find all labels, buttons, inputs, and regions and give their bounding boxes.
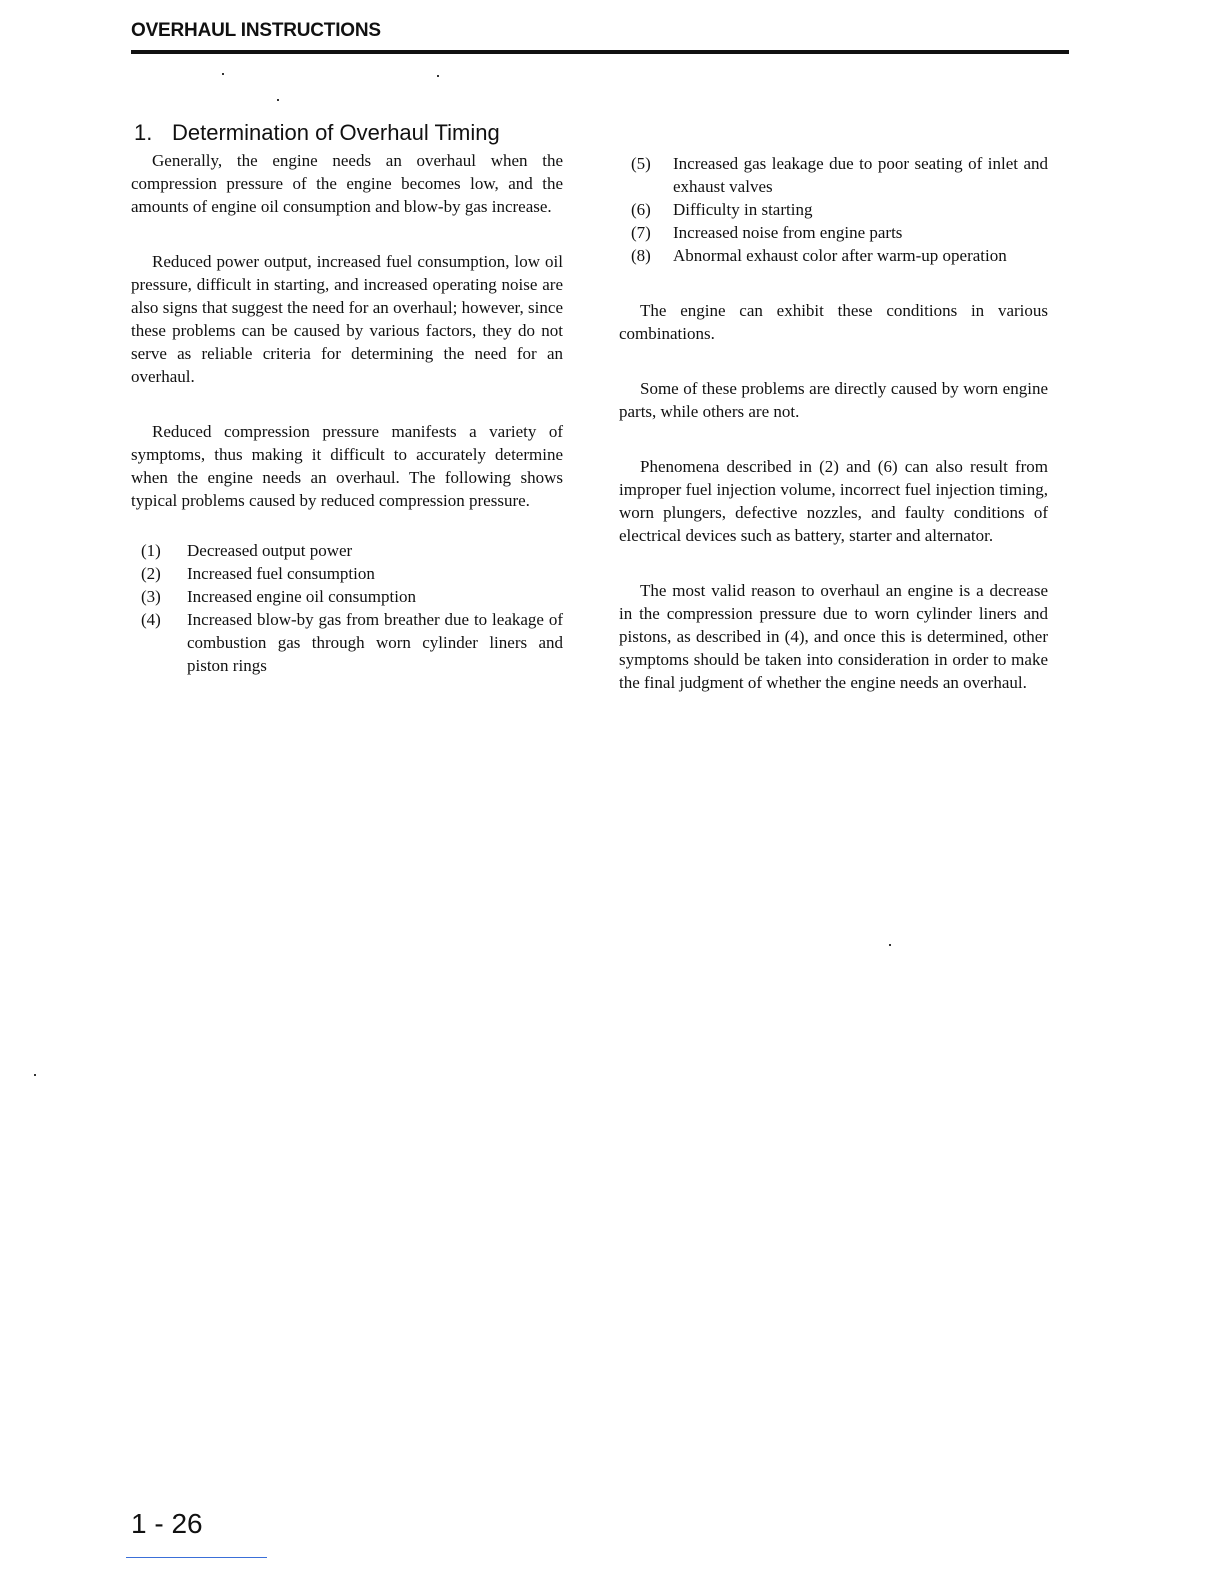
list-marker: (2) (141, 564, 161, 583)
list-marker: (8) (631, 246, 651, 265)
section-heading (134, 120, 500, 146)
left-column (131, 149, 563, 677)
paragraph: Reduced power output, increased fuel consumption, low oil pressure, difficult in starting, and increased operating noise are also signs that suggest the need for an overhaul; however, since these problems can be caused by various factors, they do not serve as reliable criteria for determining the need for an overhaul. (131, 252, 563, 386)
footer-rule (126, 1557, 267, 1558)
list-item-text: Difficulty in starting (673, 200, 813, 219)
list-item (619, 244, 1048, 267)
header-rule (131, 50, 1069, 54)
paragraph: Phenomena described in (2) and (6) can also result from improper fuel injection volume, incorrect fuel injection timing, worn plungers, defective nozzles, and faulty conditions of electrical devices such as battery, starter and alternator. (619, 457, 1048, 545)
list-marker: (1) (141, 541, 161, 560)
running-header: OVERHAUL INSTRUCTIONS (131, 20, 381, 41)
paragraph: Reduced compression pressure manifests a variety of symptoms, thus making it difficult to accurately determine when the engine needs an overhaul. The following shows typical problems caused by reduced compression pressure. (131, 422, 563, 510)
list-marker: (5) (631, 154, 651, 173)
symptom-list (131, 539, 563, 677)
scan-speck (437, 75, 439, 77)
section-number: 1. (134, 120, 153, 145)
scan-speck (34, 1074, 36, 1076)
list-item (619, 221, 1048, 244)
list-item (131, 585, 563, 608)
list-item-text: Increased engine oil consumption (187, 587, 416, 606)
list-item (619, 152, 1048, 198)
page-number: 1 - 26 (131, 1508, 203, 1539)
list-item-text: Increased fuel consumption (187, 564, 375, 583)
list-item-text: Increased gas leakage due to poor seating of inlet and exhaust valves (673, 154, 1048, 196)
paragraph: Generally, the engine needs an overhaul when the compression pressure of the engine becomes low, and the amounts of engine oil consumption and blow-by gas increase. (131, 151, 563, 216)
list-marker: (6) (631, 200, 651, 219)
list-item (619, 198, 1048, 221)
scan-speck (277, 99, 279, 101)
paragraph: The most valid reason to overhaul an engine is a decrease in the compression pressure due to worn cylinder liners and pistons, as described in (4), and once this is determined, other symptoms should be taken into consideration in order to make the final judgment of whether the engine needs an overhaul. (619, 581, 1048, 692)
scan-speck (222, 73, 224, 75)
list-item (131, 562, 563, 585)
list-item-text: Abnormal exhaust color after warm-up operation (673, 246, 1007, 265)
scan-speck (889, 944, 891, 946)
list-marker: (3) (141, 587, 161, 606)
section-title: Determination of Overhaul Timing (172, 120, 500, 145)
symptom-list-continued (619, 152, 1048, 267)
list-item (131, 608, 563, 677)
paragraph: The engine can exhibit these conditions in various combinations. (619, 301, 1048, 343)
list-item-text: Increased noise from engine parts (673, 223, 903, 242)
list-item (131, 539, 563, 562)
paragraph: Some of these problems are directly caused by worn engine parts, while others are not. (619, 379, 1048, 421)
right-column (619, 152, 1048, 694)
list-marker: (4) (141, 610, 161, 629)
list-item-text: Decreased output power (187, 541, 353, 560)
list-item-text: Increased blow-by gas from breather due to leakage of combustion gas through worn cylinder liners and piston rings (187, 610, 563, 675)
list-marker: (7) (631, 223, 651, 242)
